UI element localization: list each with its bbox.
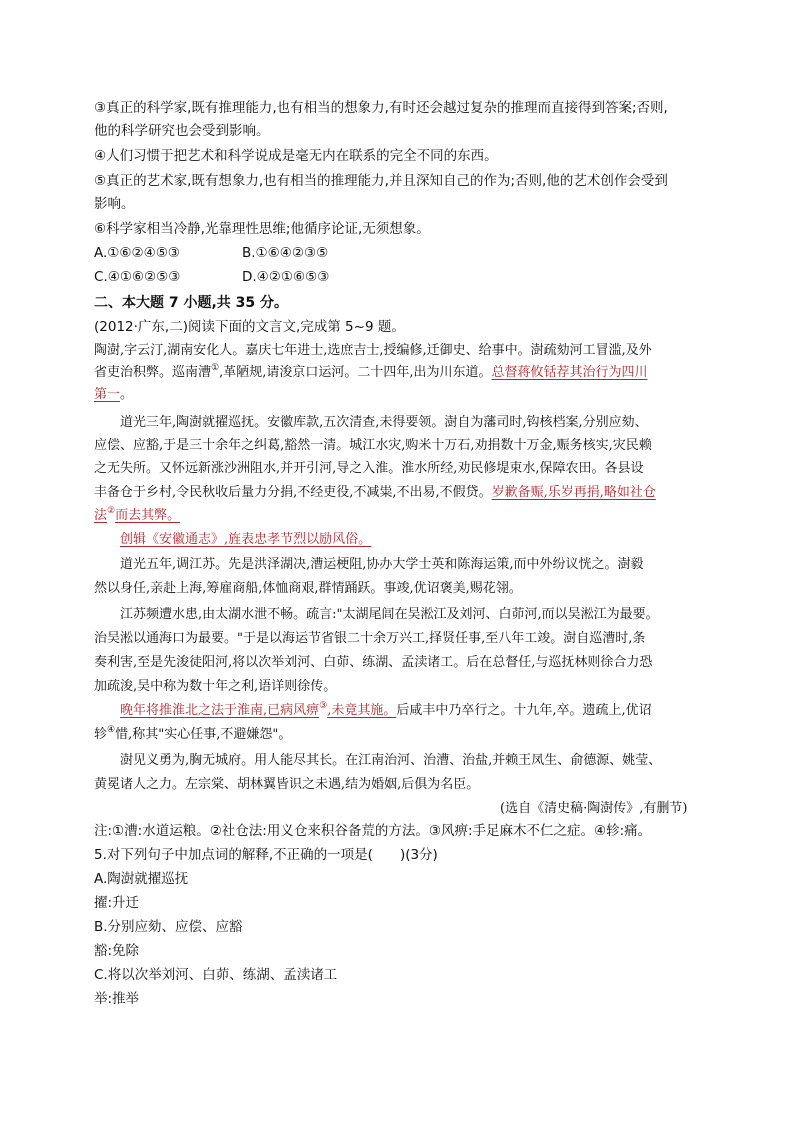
highlight-granary: 岁歉备赈,乐岁再捐,略如社仓 (491, 485, 656, 500)
note-ref-1: ① (211, 363, 220, 373)
section-instruction: (2012·广东,二)阅读下面的文言文,完成第 5~9 题。 (94, 319, 405, 335)
highlight-late-years: 晚年将推淮北之法于淮南,已病风痹 (120, 703, 320, 718)
passage-p4-line-2: 然以身任,亲赴上海,筹雇商船,体恤商艰,群情踊跃。事竣,优诏褒美,赐花翎。 (94, 581, 522, 596)
note-ref-2: ② (107, 506, 116, 516)
passage-p2-line-5: 法②而去其弊。 (94, 506, 181, 523)
item-3-line-1: ③真正的科学家,既有推理能力,也有相当的想象力,有时还会越过复杂的推理而直接得到答案;否则, (94, 100, 668, 116)
options-row-2 (94, 268, 329, 286)
question-5-option-c-gloss: 举:推举 (94, 991, 140, 1007)
passage-p2-line-3: 之无失所。又怀远新涨沙洲阻水,并开引河,导之入淮。淮水所经,劝民修堤束水,保障农田。各县设 (94, 461, 644, 476)
question-5-stem: 5.对下列句子中加点词的解释,不正确的一项是( )(3分) (94, 847, 438, 863)
passage-p5-line-4: 加疏浚,吴中称为数十年之利,语详则徐传。 (94, 679, 337, 694)
section-heading: 二、本大题 7 小题,共 35 分。 (94, 295, 289, 311)
option-a: A.①⑥②④⑤③ (94, 245, 180, 261)
item-5-line-2: 影响。 (94, 196, 135, 212)
passage-p6-line-1: 晚年将推淮北之法于淮南,已病风痹③,未竟其施。后咸丰中乃卒行之。十九年,卒。遗疏上,优诏 (120, 701, 652, 718)
passage-p2-line-1: 道光三年,陶澍就擢巡抚。安徽库款,五次清查,未得要领。澍自为藩司时,钩核档案,分别应劾、 (120, 415, 648, 430)
passage-p7-line-1: 澍见义勇为,胸无城府。用人能尽其长。在江南治河、治漕、治盐,并赖王凤生、俞德源、姚莹、 (120, 753, 662, 768)
item-4: ④人们习惯于把艺术和科学说成是毫无内在联系的完全不同的东西。 (94, 148, 498, 164)
passage-p5-line-2: 治吴淞以通海口为最要。"于是以海运节省银二十余万兴工,择贤任事,至八年工竣。澍自巡漕时,条 (94, 631, 646, 646)
footnotes: 注:①漕:水道运粮。②社仓法:用义仓来积谷备荒的方法。③风痹:手足麻木不仁之症。④轸:痛。 (94, 823, 652, 839)
passage-p2-line-2: 应偿、应豁,于是三十余年之纠葛,豁然一清。城江水灾,购米十万石,劝捐数十万金,赈务核实,灾民赖 (94, 438, 652, 453)
passage-p1-line-1: 陶澍,字云汀,湖南安化人。嘉庆七年进士,选庶吉士,授编修,迁御史、给事中。澍疏劾河工冒滥,及外 (94, 343, 652, 358)
question-5-option-b-gloss: 豁:免除 (94, 943, 140, 959)
option-d: D.④②①⑥⑤③ (242, 269, 330, 285)
options-row-1 (94, 244, 328, 262)
item-5-line-1: ⑤真正的艺术家,既有想象力,也有相当的推理能力,并且深知自己的作为;否则,他的艺术创作会受到 (94, 173, 668, 189)
passage-p6-line-2: 轸④惜,称其"实心任事,不避嫌怨"。 (94, 725, 292, 742)
question-5-option-b: B.分别应劾、应偿、应豁 (94, 919, 243, 935)
note-ref-3: ③ (319, 701, 328, 711)
note-ref-4: ④ (107, 725, 116, 735)
passage-p4-line-1: 道光五年,调江苏。先是洪泽湖决,漕运梗阻,协办大学士英和陈海运策,而中外纷议恍之。澍毅 (120, 557, 644, 572)
passage-p2-line-4: 丰备仓于乡村,令民秋收后量力分捐,不经吏役,不减粜,不出易,不假贷。岁歉备赈,乐岁再捐,略如社仓 (94, 485, 656, 500)
passage-p3 (94, 531, 371, 549)
question-5-option-a: A.陶澍就擢巡抚 (94, 871, 189, 887)
passage-p7-line-2: 黄冕诸人之力。左宗棠、胡林翼皆识之未遇,结为婚姻,后俱为名臣。 (94, 777, 480, 792)
option-b: B.①⑥④②③⑤ (242, 245, 329, 261)
highlight-gazetteer: 创辑《安徽通志》,旌表忠孝节烈以励风俗。 (120, 532, 372, 547)
passage-p1-line-3: 第一。 (94, 387, 134, 402)
highlight-recommendation: 总督蒋攸铦荐其治行为四川 (491, 365, 648, 380)
passage-source: (选自《清史稿·陶澍传》,有删节) (500, 801, 688, 816)
passage-p5-line-3: 奏利害,至是先浚徒阳河,将以次举刘河、白茆、练湖、孟渎诸工。后在总督任,与巡抚林则徐合力恐 (94, 655, 653, 670)
item-3-line-2: 他的科学研究也会受到影响。 (94, 123, 270, 139)
passage-p5-line-1: 江苏频遭水患,由太湖水泄不畅。疏言:"太湖尾闾在吴淞江及刘河、白茆河,而以吴淞江为最要。 (120, 607, 659, 622)
passage-p1-line-2: 省吏治积弊。巡南漕①,革陋规,请浚京口运河。二十四年,出为川东道。总督蒋攸铦荐其治行为四川 (94, 363, 648, 380)
question-5-option-c: C.将以次举刘河、白茆、练湖、孟渎诸工 (94, 967, 338, 983)
item-6: ⑥科学家相当冷静,光靠理性思维;他循序论证,无须想象。 (94, 221, 430, 237)
option-c: C.④①⑥②⑤③ (94, 269, 181, 285)
question-5-option-a-gloss: 擢:升迁 (94, 895, 140, 911)
